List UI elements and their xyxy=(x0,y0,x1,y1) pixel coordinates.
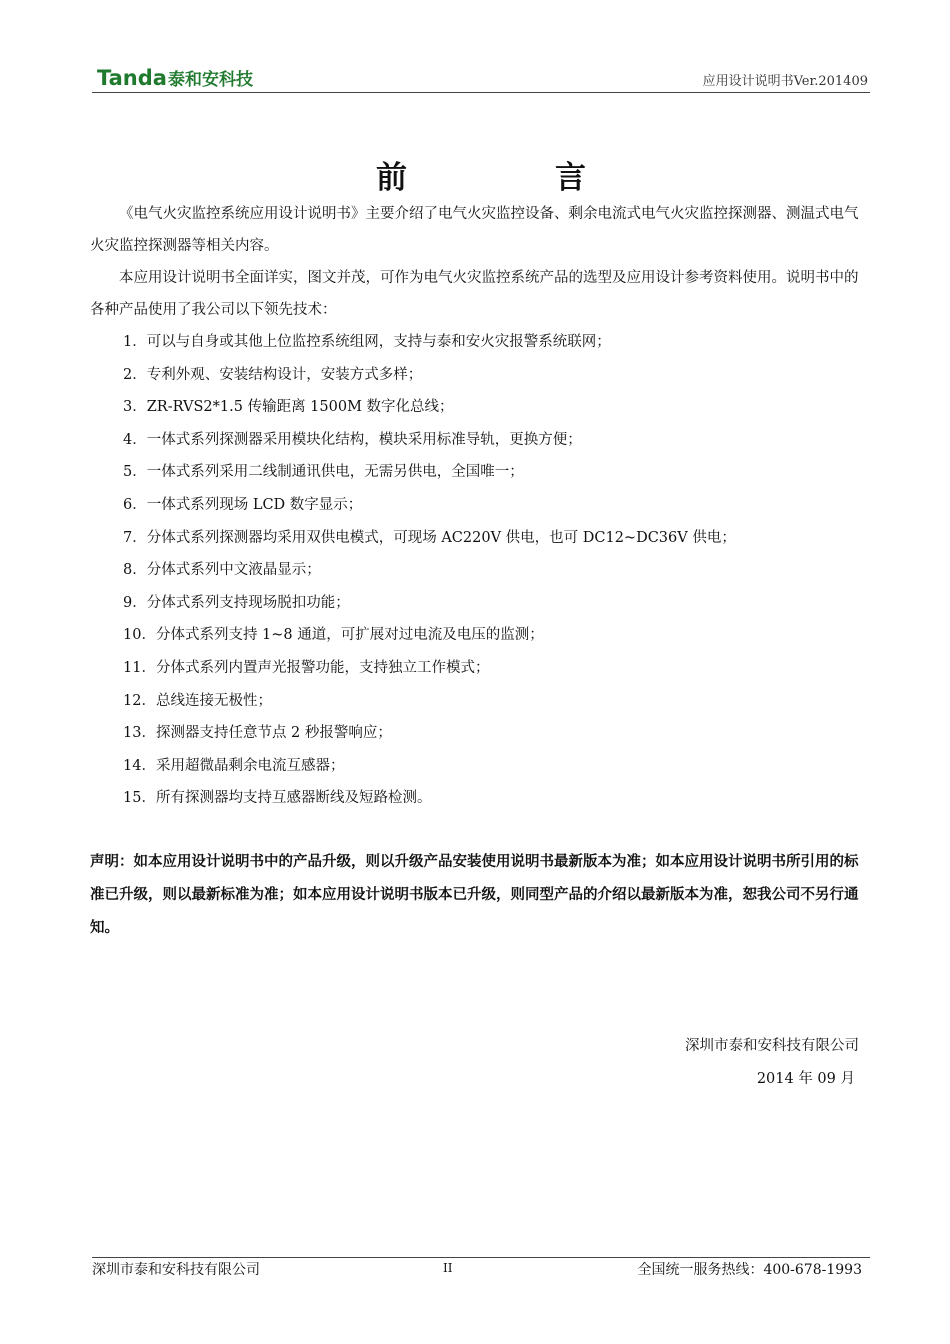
company-logo xyxy=(97,65,253,93)
feature-item: 9．分体式系列支持现场脱扣功能； xyxy=(123,594,350,611)
logo-latin-text: Tanda xyxy=(97,66,167,90)
disclaimer-notice: 声明：如本应用设计说明书中的产品升级，则以升级产品安装使用说明书最新版本为准；如本应用设计说明书所引用的标准已升级，则以最新标准为准；如本应用设计说明书版本已升级，则同型产品的介绍以最新版本为准，恕我公司不另行通知。 xyxy=(90,853,859,936)
feature-item: 8．分体式系列中文液晶显示； xyxy=(123,562,321,579)
feature-item: 2．专利外观、安装结构设计，安装方式多样； xyxy=(123,366,423,383)
service-hotline: 全国统一服务热线：400-678-1993 xyxy=(637,1262,862,1278)
page-header xyxy=(92,64,870,92)
footer-divider xyxy=(92,1257,870,1258)
feature-item: 6．一体式系列现场 LCD 数字显示； xyxy=(123,496,363,513)
feature-item: 12．总线连接无极性； xyxy=(123,692,272,709)
signature-company: 深圳市泰和安科技有限公司 xyxy=(685,1038,859,1054)
signature-block xyxy=(685,1030,859,1096)
page-title xyxy=(376,152,586,200)
page-number: II xyxy=(443,1261,453,1275)
title-char-1: 前 xyxy=(376,160,407,196)
header-divider xyxy=(92,92,870,93)
feature-item: 4．一体式系列探测器采用模块化结构，模块采用标准导轨，更换方便； xyxy=(123,431,582,448)
footer-company: 深圳市泰和安科技有限公司 xyxy=(92,1262,260,1278)
signature-date: 2014 年 09 月 xyxy=(756,1071,855,1087)
feature-item: 14．采用超微晶剩余电流互感器； xyxy=(123,757,345,774)
feature-item: 7．分体式系列探测器均采用双供电模式，可现场 AC220V 供电，也可 DC12~DC36V 供电； xyxy=(123,529,736,546)
feature-list xyxy=(123,326,736,815)
document-version: 应用设计说明书Ver.201409 xyxy=(702,74,868,89)
feature-item: 1．可以与自身或其他上位监控系统组网，支持与泰和安火灾报警系统联网； xyxy=(123,334,611,350)
feature-item: 15．所有探测器均支持互感器断线及短路检测。 xyxy=(123,790,432,807)
feature-item: 13．探测器支持任意节点 2 秒报警响应； xyxy=(123,725,392,742)
feature-item: 10．分体式系列支持 1~8 通道，可扩展对过电流及电压的监测； xyxy=(123,627,544,644)
feature-item: 11．分体式系列内置声光报警功能，支持独立工作模式； xyxy=(123,659,490,676)
feature-item: 3．ZR-RVS2*1.5 传输距离 1500M 数字化总线； xyxy=(123,399,454,416)
intro-paragraph: 《电气火灾监控系统应用设计说明书》主要介绍了电气火灾监控设备、剩余电流式电气火灾监控探测器、测温式电气火灾监控探测器等相关内容。 xyxy=(90,206,859,254)
title-char-2: 言 xyxy=(555,160,586,196)
feature-item: 5．一体式系列采用二线制通讯供电，无需另供电，全国唯一； xyxy=(123,464,524,481)
logo-chinese-text: 泰和安科技 xyxy=(167,70,253,90)
page-footer xyxy=(92,1259,870,1281)
summary-paragraph: 本应用设计说明书全面详实，图文并茂，可作为电气火灾监控系统产品的选型及应用设计参考资料使用。说明书中的各种产品使用了我公司以下领先技术： xyxy=(90,270,859,318)
